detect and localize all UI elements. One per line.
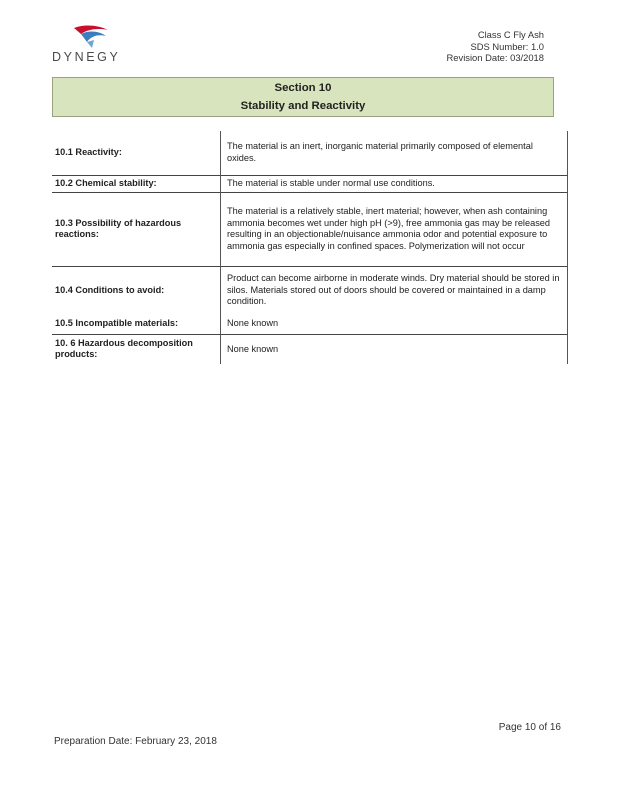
row-value: Product can become airborne in moderate winds. Dry material should be stored in silos. Materials stored out of doors should be covered or maintained in a damp condition. [221, 266, 568, 314]
company-logo [52, 24, 132, 64]
row-label: 10.3 Possibility of hazardous reactions: [52, 192, 221, 266]
section-title: Stability and Reactivity [240, 100, 366, 112]
row-label: 10.4 Conditions to avoid: [52, 266, 221, 314]
table-row [52, 192, 568, 266]
section-number: Section 10 [274, 82, 332, 94]
table-row [52, 175, 568, 192]
product-name: Class C Fly Ash [477, 29, 544, 40]
properties-table [52, 131, 568, 364]
page-number: Page 10 of 16 [498, 722, 561, 733]
sds-number: SDS Number: 1.0 [470, 40, 544, 52]
document-meta [447, 29, 544, 64]
row-value: The material is a relatively stable, inert material; however, when ash containing ammonia becomes wet under high pH (>9), free ammonia gas may be released resulting in an objectionable/nuisance ammonia odor and potential exposure to ammonia gas especially in confined spaces. Polymerization will not occur [221, 192, 568, 266]
table-row [52, 131, 568, 175]
row-label: 10.2 Chemical stability: [52, 175, 221, 192]
row-label: 10.5 Incompatible materials: [55, 318, 179, 328]
revision-date: Revision Date: 03/2018 [446, 52, 544, 63]
table-row [52, 314, 568, 334]
logo-wordmark: DYNEGY [52, 50, 121, 64]
row-value: None known [221, 334, 568, 364]
row-label: 10.1 Reactivity: [55, 147, 122, 157]
table-row [52, 334, 568, 364]
section-header [52, 77, 554, 117]
row-label: 10. 6 Hazardous decomposition products: [52, 334, 221, 364]
row-value: None known [221, 314, 568, 334]
row-value: The material is an inert, inorganic material primarily composed of elemental oxides. [221, 131, 568, 175]
table-row [52, 266, 568, 314]
preparation-date: Preparation Date: February 23, 2018 [54, 736, 217, 747]
row-value: The material is stable under normal use conditions. [221, 175, 568, 192]
logo-swoosh-icon [72, 24, 112, 50]
